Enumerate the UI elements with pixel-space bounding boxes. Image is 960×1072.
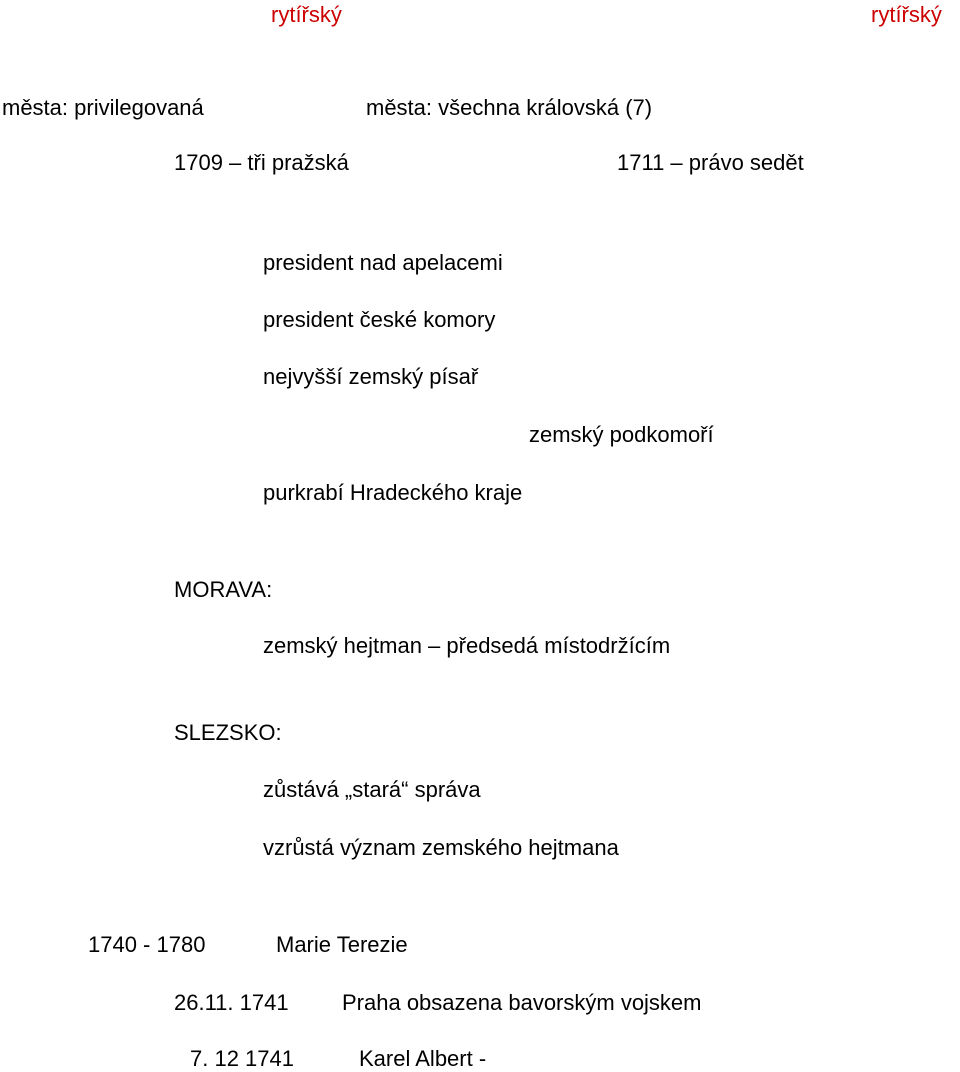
- morava-line: zemský hejtman – předsedá místodržícím: [263, 633, 671, 658]
- reign-name: Marie Terezie: [276, 932, 408, 957]
- header-left: rytířský: [271, 2, 342, 27]
- office-item: nejvyšší zemský písař: [263, 364, 479, 389]
- header-right: rytířský: [871, 2, 942, 27]
- office-item: president nad apelacemi: [263, 250, 503, 275]
- slezsko-heading: SLEZSKO:: [174, 720, 282, 745]
- office-item: president české komory: [263, 307, 496, 332]
- reign-years: 1740 - 1780: [88, 932, 206, 957]
- cities-left: města: privilegovaná: [2, 95, 204, 120]
- slezsko-line-2: vzrůstá význam zemského hejtmana: [263, 835, 619, 860]
- event-date: 7. 12 1741: [190, 1046, 294, 1071]
- slezsko-line-1: zůstává „stará“ správa: [263, 777, 481, 802]
- event-text: Praha obsazena bavorským vojskem: [342, 990, 702, 1015]
- event-text: Karel Albert -: [359, 1046, 487, 1071]
- office-item: zemský podkomoří: [529, 422, 714, 447]
- morava-heading: MORAVA:: [174, 577, 273, 602]
- office-item: purkrabí Hradeckého kraje: [263, 480, 523, 505]
- dates-right: 1711 – právo sedět: [617, 150, 804, 175]
- dates-left: 1709 – tři pražská: [174, 150, 349, 175]
- cities-right: města: všechna královská (7): [366, 95, 653, 120]
- event-date: 26.11. 1741: [174, 990, 289, 1015]
